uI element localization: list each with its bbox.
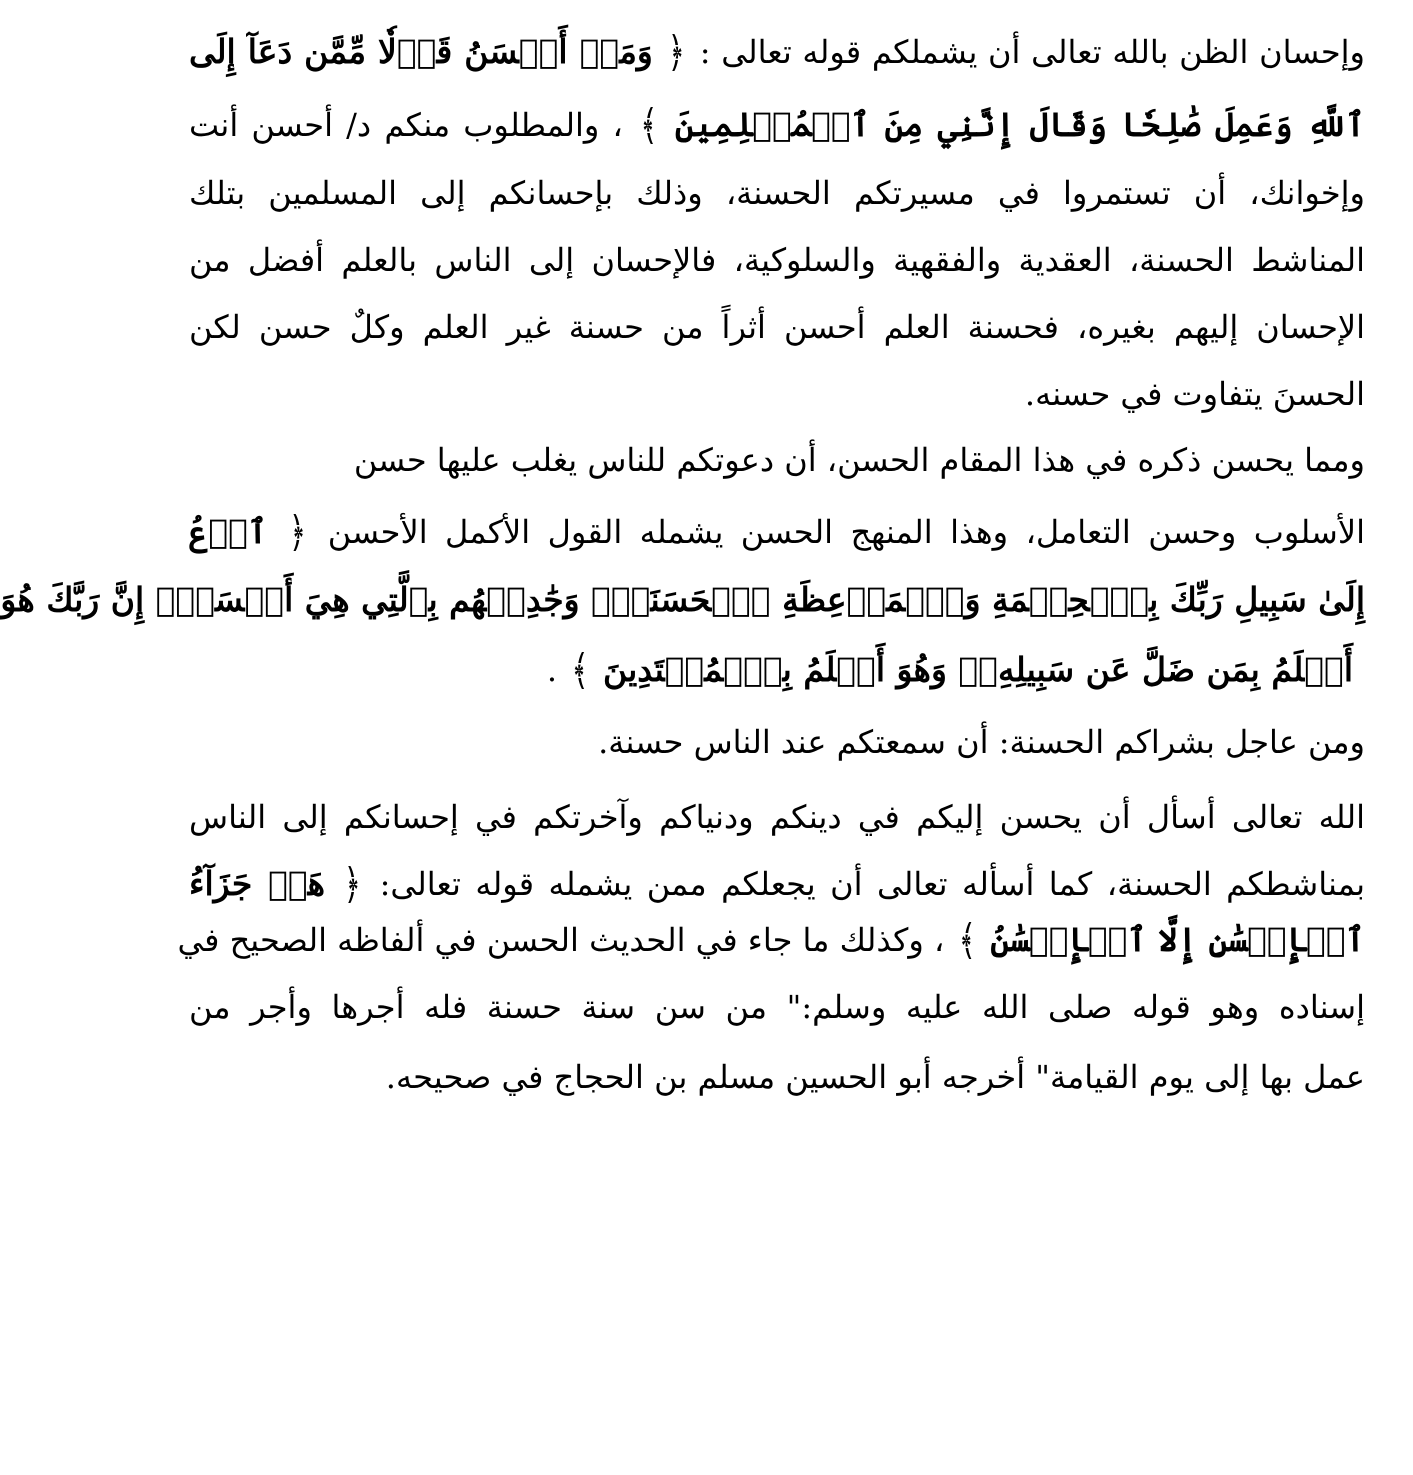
ornate-bracket-close-icon: ﴾ [640,101,658,151]
text-line [189,1047,1365,1107]
ornate-bracket-open-icon: ﴿ [343,860,362,910]
text-segment: ، والمطلوب منكم د/ أحسن أنت [189,106,623,144]
text-segment: المناشط الحسنة، العقدية والفقهية والسلوكية، فالإحسان إلى الناس بالعلم أفضل من [189,241,1365,279]
text-segment: ، وكذلك ما جاء في الحديث الحسن في ألفاظه الصحيح في [177,921,945,959]
quran-verse: ٱللَّهِ وَعَمِلَ صَٰلِحٗا وَقَالَ إِنَّنِي مِنَ ٱلۡمُسۡلِمِينَ [674,105,1366,144]
ornate-bracket-close-icon: ﴾ [571,646,589,696]
text-line [189,854,1365,914]
text-segment: الحسنَ يتفاوت في حسنه. [1024,375,1365,413]
text-line [189,787,1365,847]
text-segment: . [546,651,558,689]
text-line [189,712,1365,772]
text-segment: الأسلوب وحسن التعامل، وهذا المنهج الحسن يشمله القول الأكمل الأحسن [327,513,1366,551]
text-line [189,502,1365,562]
text-line [177,910,1365,970]
quran-verse: ٱدۡعُ [189,512,268,551]
text-segment: بمناشطكم الحسنة، كما أسأله تعالى أن يجعلكم ممن يشمله قوله تعالى: [379,865,1366,903]
text-line [0,570,1365,630]
text-segment: إسناده وهو قوله صلى الله عليه وسلم:" من سن سنة حسنة فله أجرها وأجر من [189,988,1366,1026]
ornate-bracket-close-icon: ﴾ [958,916,977,966]
text-segment: عمل بها إلى يوم القيامة" أخرجه أبو الحسين مسلم بن الحجاج في صحيحه. [385,1058,1365,1096]
ornate-bracket-open-icon: ﴿ [667,28,686,78]
quran-verse: وَمَنۡ أَحۡسَنُ قَوۡلٗا مِّمَّن دَعَآ إِلَى [189,32,653,71]
text-segment: وإخوانك، أن تستمروا في مسيرتكم الحسنة، وذلك بإحسانكم إلى المسلمين بتلك [189,174,1365,212]
text-segment: ومما يحسن ذكره في هذا المقام الحسن، أن دعوتكم للناس يغلب عليها حسن [353,441,1365,479]
text-line [189,230,1365,290]
text-segment: الله تعالى أسأل أن يحسن إليكم في دينكم ودنياكم وآخرتكم في إحسانكم إلى الناس [189,798,1365,836]
text-line [189,163,1365,223]
ornate-bracket-open-icon: ﴿ [288,508,307,558]
text-line [189,22,1365,82]
quran-verse: أَعۡلَمُ بِمَن ضَلَّ عَن سَبِيلِهِۦۖ وَهُوَ أَعۡلَمُ بِٱلۡمُهۡتَدِينَ [603,650,1353,689]
quran-verse: ٱلۡإِحۡسَٰنِ إِلَّا ٱلۡإِحۡسَٰنُ [990,920,1365,959]
text-line [189,95,1365,155]
quran-verse: إِلَىٰ سَبِيلِ رَبِّكَ بِٱلۡحِكۡمَةِ وَٱلۡمَوۡعِظَةِ ٱلۡحَسَنَةِۖ وَجَٰدِلۡهُم بِٱلَّتِي هِيَ أَحۡسَنُۚ إِنَّ رَبَّكَ هُوَ [0,580,1365,619]
text-line [189,430,1365,490]
text-line [189,297,1365,357]
text-segment: وإحسان الظن بالله تعالى أن يشملكم قوله تعالى : [699,33,1366,71]
text-segment: ومن عاجل بشراكم الحسنة: أن سمعتكم عند الناس حسنة. [598,723,1365,761]
text-segment: الإحسان إليهم بغيره، فحسنة العلم أحسن أثراً من حسنة غير العلم وكلٌ حسن لكن [189,308,1366,346]
text-line [189,640,1353,700]
text-line [189,977,1365,1037]
quran-verse: هَلۡ جَزَآءُ [189,864,326,903]
text-line [189,364,1365,424]
